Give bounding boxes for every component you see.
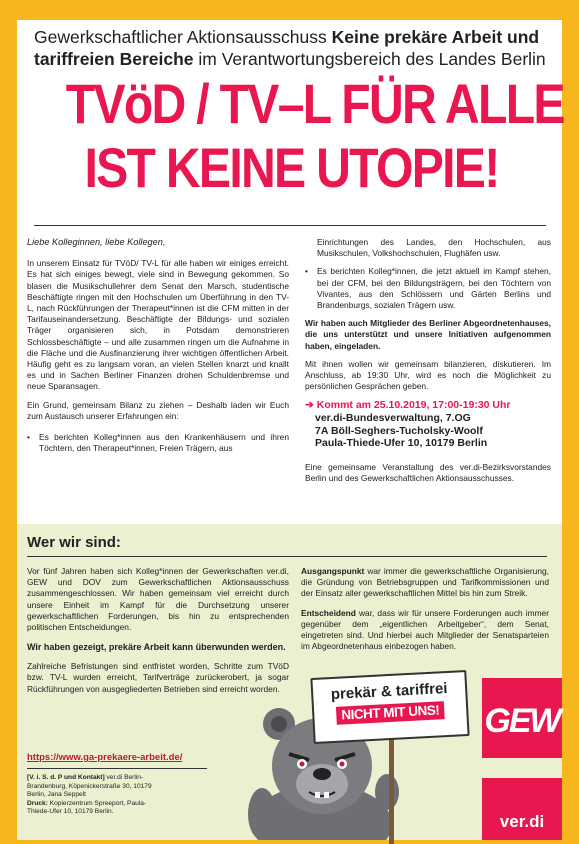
event-place: ver.di-Bundesverwaltung, 7.OG [315, 412, 471, 425]
header-bold: Keine prekäre Arbeit und [331, 27, 540, 47]
print-label: Druck: [27, 799, 48, 807]
website-link[interactable]: https://www.ga-prekaere-arbeit.de/ [27, 752, 183, 763]
gew-logo-text: GEW [484, 702, 560, 740]
bullet-item: • Es berichten Kolleg*innen aus den Krankenhäusern und ihren Töchtern, den Therapeut*innen, Freien Trägern, aus [27, 432, 289, 454]
left-column [27, 237, 289, 461]
sign-text: prekär & tariffrei [330, 679, 448, 704]
paragraph: Vor fünf Jahren haben sich Kolleg*innen der Gewerkschaften ver.di, GEW und DOV zum Gewerkschaftlichen Aktionsausschuss zusammengeschlossen. Wir haben gemeinsam viel erreicht durch unsere Einheit im Kampf für die Durchsetzung unserer gewerkschaftlichen Forderungen, bis hin zu entsprechenden politischen Entscheidungen. [27, 566, 289, 633]
bullet-item: • Es berichten Kolleg*innen, die jetzt aktuell im Kampf stehen, bei der CFM, bei den Bildungsträgern, bei den Töchtern von Vivantes, aus den Schlössern und Gärten Berlins und Brandenburgs, sozialen Trägern usw. [305, 266, 551, 311]
sign-pole [389, 734, 394, 844]
who-right-column [301, 566, 549, 660]
bold-term: Ausgangspunkt [301, 566, 365, 576]
paragraph [301, 608, 549, 653]
protest-sign [310, 670, 469, 744]
organizer-header [34, 26, 554, 70]
who-we-are-section [17, 524, 562, 840]
link-divider [27, 768, 207, 769]
event-room: 7A Böll-Seghers-Tucholsky-Woolf [315, 424, 483, 437]
paragraph: Mit ihnen wollen wir gemeinsam bilanzieren, diskutieren. Im Anschluss, ab 19:30 Uhr, wird es noch die Möglichkeit zu persönlichen Gesprächen geben. [305, 358, 551, 392]
section-divider [27, 556, 547, 557]
section-title: Wer wir sind: [27, 534, 121, 551]
invite-note: Wir haben auch Mitglieder des Berliner Abgeordnetenhauses, die uns unterstützt und unsere Initiativen aufgenommen haben, eingeladen. [305, 318, 551, 351]
bullet-continuation: Einrichtungen des Landes, den Hochschulen, aus Musikschulen, Volkshochschulen, Flughäfen usw. [317, 237, 551, 259]
paragraph: In unserem Einsatz für TVöD/ TV-L für alle haben wir einiges erreicht. Es hat sich einiges bewegt, viele sind in Bewegung gekommen. So blasen die Musikschullehrer dem Senat den Marsch, studentische Beschäftigte ringen mit den Hochschulen um Überführung in den TV-L, nach Rückführungen der Therapeut*innen ist die CFM mitten in der Tarifauseinandersetzung. Beschäftigte der Bildungs- und sozialen Träger organisieren sich, in Potsdam demonstrieren Schlossbeschäftigte – und alle zusammen ringen um die Aufnahme in die Fläche und die Ausfinanzierung ihrer wichtigen öffentlichen Arbeit. Häufig geht es zu langsam voran, an vielen Stellen knarzt und knallt es und in Sachen Berliner Finanzen drohen Schuldenbremse und neue Sparansagen. [27, 258, 289, 392]
event-date: Kommt am 25.10.2019, 17:00-19:30 Uhr [316, 399, 511, 412]
divider [34, 225, 546, 226]
sign-slogan: NICHT MIT UNS! [336, 701, 445, 725]
imprint-text: ver.di Berlin-Brandenburg, Köpenickerstraße 30, 10179 Berlin, Jana Seppelt [27, 774, 152, 799]
headline-line-1: TVöD / TV–L FÜR ALLE [65, 72, 564, 135]
event-info [305, 399, 551, 450]
greeting: Liebe Kolleginnen, liebe Kollegen, [27, 237, 166, 247]
event-address: Paula-Thiede-Ufer 10, 10179 Berlin [315, 437, 488, 450]
organizers-note: Eine gemeinsame Veranstaltung des ver.di-Bezirksvorstandes Berlin und des Gewerkschaftlichen Aktionsausschusses. [305, 461, 551, 484]
imprint-label: [V. i. S. d. P und Kontakt] [27, 774, 105, 781]
imprint [27, 774, 167, 817]
paragraph-text: war, dass wir für unsere Forderungen auch immer gegenüber dem „eigentlichen Arbeitgeber“, dem Senat, eingetreten sind. Und hierbei auch Mitglieder der Senatsparteien im Abgeordnetenhaus einbezogen haben. [301, 607, 549, 652]
verdi-logo [482, 778, 562, 840]
bold-term: Entscheidend [301, 607, 356, 618]
paragraph-text: war immer die gewerkschaftliche Organisierung, die Gründung von Betriebsgruppen und Tarifkommissionen und der Einsatz aller gewerkschaftlichen Mittel bis hin zum Streik. [301, 566, 549, 599]
flyer-sheet [17, 20, 562, 840]
event-date-line [305, 399, 551, 412]
paragraph [301, 566, 549, 600]
arrow-right-icon: ➔ [305, 399, 314, 412]
paragraph: Ein Grund, gemeinsam Bilanz zu ziehen – Deshalb laden wir Euch zum Austausch unserer Erfahrungen ein: [27, 399, 289, 421]
bold-statement: Wir haben gezeigt, prekäre Arbeit kann überwunden werden. [27, 642, 286, 653]
gew-logo [482, 678, 562, 758]
headline-line-2: IST KEINE UTOPIE! [84, 136, 499, 199]
header-bold-2: tariffreien Bereiche [34, 49, 194, 69]
right-column [305, 237, 551, 491]
print-text: Kopierzentrum Spreeport, Paula-Thiede-Ufer 10, 10179 Berlin. [27, 799, 147, 816]
verdi-logo-text: ver.di [499, 812, 545, 831]
paragraph: Zahlreiche Befristungen sind entfristet worden, Schritte zum TVöD bzw. TV-L wurden erreicht, Tarifverträge zurückerobert, ja sogar Rückführungen von ausgegliederten Betrieben sind erreicht worden. [27, 661, 289, 694]
header-text: Gewerkschaftlicher Aktionsausschuss [34, 27, 332, 47]
header-text-2: im Verantwortungsbereich des Landes Berlin [193, 49, 546, 69]
